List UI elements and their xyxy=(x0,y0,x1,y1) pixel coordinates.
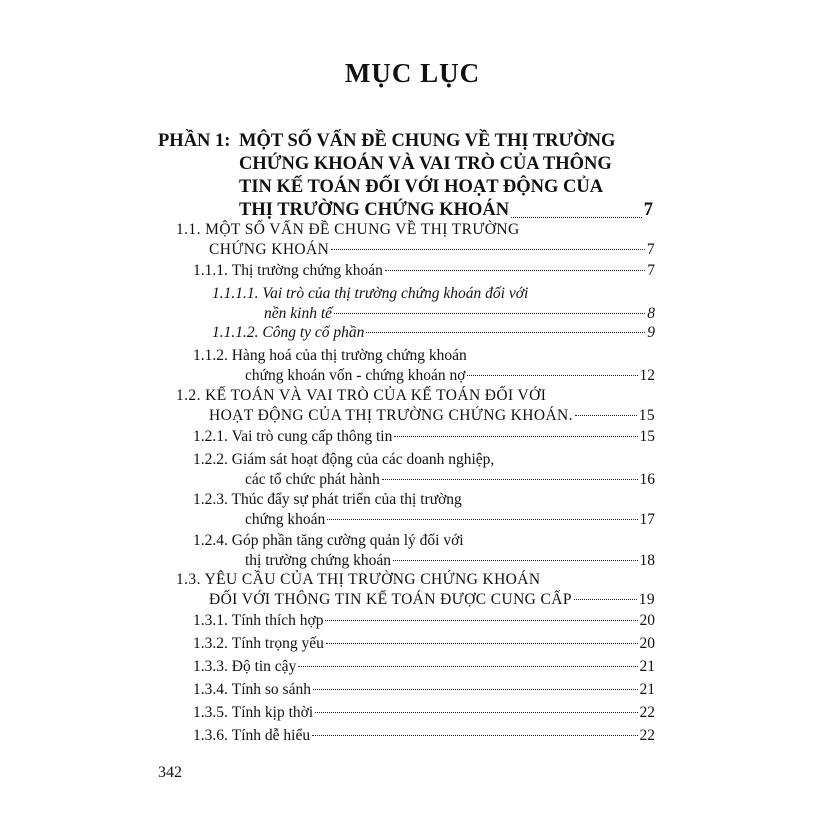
dot-leader xyxy=(394,436,637,437)
entry-title: YÊU CẦU CỦA THỊ TRƯỜNG CHỨNG KHOÁN xyxy=(204,571,541,588)
page-number: 7 xyxy=(646,241,655,258)
entry-number: 1.3.6. xyxy=(193,727,228,744)
page-number: 22 xyxy=(639,704,655,721)
page-number: 15 xyxy=(639,428,655,445)
dot-leader xyxy=(313,689,638,690)
part-title-line: THỊ TRƯỜNG CHỨNG KHOÁN xyxy=(239,200,510,220)
entry-number: 1.3.5. xyxy=(193,704,228,721)
dot-leader xyxy=(574,599,637,600)
toc-entry[interactable] xyxy=(193,657,655,677)
entry-number: 1.1.1.2. xyxy=(212,324,259,341)
entry-title: Tính kịp thời xyxy=(231,704,314,721)
entry-title: các tổ chức phát hành xyxy=(245,471,380,488)
page-number: 7 xyxy=(643,200,653,220)
entry-title: Công ty cổ phần xyxy=(262,324,365,341)
entry-title: HOẠT ĐỘNG CỦA THỊ TRƯỜNG CHỨNG KHOÁN. xyxy=(209,407,573,424)
page-number: 19 xyxy=(638,591,655,608)
page-number: 16 xyxy=(639,471,655,488)
entry-title: Tính thích hợp xyxy=(231,612,324,629)
page-folio: 342 xyxy=(158,764,182,781)
toc-entry[interactable] xyxy=(193,680,655,700)
entry-number: 1.2.3. xyxy=(193,491,228,508)
entry-title: chứng khoán xyxy=(245,511,326,528)
page-number: 18 xyxy=(639,552,655,569)
toc-entry[interactable] xyxy=(193,346,655,386)
dot-leader xyxy=(331,249,645,250)
entry-number: 1.3.3. xyxy=(193,658,228,675)
page-number: 20 xyxy=(639,635,655,652)
entry-number: 1.2.2. xyxy=(193,451,228,468)
dot-leader xyxy=(312,735,637,736)
page-number: 12 xyxy=(639,367,655,384)
dot-leader xyxy=(326,643,638,644)
entry-number: 1.1.1.1. xyxy=(212,285,259,302)
toc-entry[interactable] xyxy=(193,531,655,571)
entry-title: Thị trường chứng khoán xyxy=(231,262,383,279)
toc-entry[interactable] xyxy=(176,386,655,426)
dot-leader xyxy=(385,270,645,271)
entry-title: Hàng hoá của thị trường chứng khoán xyxy=(231,347,467,364)
entry-number: 1.3.2. xyxy=(193,635,228,652)
toc-entry[interactable] xyxy=(193,261,655,281)
entry-title: Giám sát hoạt động của các doanh nghiệp, xyxy=(231,451,495,468)
dot-leader xyxy=(511,195,642,218)
entry-number: 1.2.1. xyxy=(193,428,228,445)
part-title-line: TIN KẾ TOÁN ĐỐI VỚI HOẠT ĐỘNG CỦA xyxy=(239,177,604,197)
entry-number: 1.3. xyxy=(176,571,201,588)
entry-title: MỘT SỐ VẤN ĐỀ CHUNG VỀ THỊ TRƯỜNG xyxy=(205,221,520,238)
entry-number: 1.1. xyxy=(176,221,201,238)
dot-leader xyxy=(467,375,637,376)
entry-number: 1.2.4. xyxy=(193,532,228,549)
part-title-line: CHỨNG KHOÁN VÀ VAI TRÒ CỦA THÔNG xyxy=(239,154,612,174)
toc-entry[interactable] xyxy=(193,490,655,530)
toc-entry[interactable] xyxy=(193,703,655,723)
entry-title: KẾ TOÁN VÀ VAI TRÒ CỦA KẾ TOÁN ĐỐI VỚI xyxy=(205,387,547,404)
entry-title: Độ tin cậy xyxy=(231,658,297,675)
entry-title: thị trường chứng khoán xyxy=(245,552,391,569)
entry-number: 1.2. xyxy=(176,387,201,404)
dot-leader xyxy=(382,479,638,480)
entry-title: Vai trò cung cấp thông tin xyxy=(231,428,393,445)
page-number: 21 xyxy=(639,681,655,698)
page-number: 22 xyxy=(639,727,655,744)
dot-leader xyxy=(393,560,638,561)
toc-entry[interactable] xyxy=(193,634,655,654)
entry-title: Tính so sánh xyxy=(231,681,311,698)
part-title-line: MỘT SỐ VẤN ĐỀ CHUNG VỀ THỊ TRƯỜNG xyxy=(239,131,616,151)
entry-title: Tính dễ hiểu xyxy=(231,727,311,744)
part-prefix: PHẦN 1: xyxy=(158,131,231,151)
page-number: 15 xyxy=(638,407,655,424)
toc-entry[interactable] xyxy=(212,284,655,324)
entry-number: 1.1.1. xyxy=(193,262,228,279)
dot-leader xyxy=(325,620,637,621)
dot-leader xyxy=(327,519,637,520)
page-number: 7 xyxy=(647,262,655,279)
toc-entry[interactable] xyxy=(193,726,655,746)
page-title: MỤC LỤC xyxy=(344,58,481,88)
page-number: 17 xyxy=(639,511,655,528)
entry-title: Góp phần tăng cường quản lý đối với xyxy=(231,532,464,549)
toc-entry[interactable] xyxy=(193,611,655,631)
page-number: 8 xyxy=(647,305,655,322)
toc-entry[interactable] xyxy=(193,450,655,490)
entry-title: Thúc đẩy sự phát triển của thị trường xyxy=(231,491,462,508)
toc-entry[interactable] xyxy=(212,323,655,343)
entry-number: 1.3.1. xyxy=(193,612,228,629)
toc-entry[interactable] xyxy=(176,570,655,610)
page-number: 20 xyxy=(639,612,655,629)
dot-leader xyxy=(575,415,637,416)
entry-number: 1.3.4. xyxy=(193,681,228,698)
entry-title: Tính trọng yếu xyxy=(231,635,324,652)
entry-title: chứng khoán vốn - chứng khoán nợ xyxy=(245,367,466,384)
dot-leader xyxy=(366,332,645,333)
entry-title: ĐỐI VỚI THÔNG TIN KẾ TOÁN ĐƯỢC CUNG CẤP xyxy=(209,591,572,608)
entry-title: nền kinh tế xyxy=(264,305,333,322)
toc-entry[interactable] xyxy=(193,427,655,447)
toc-part-1[interactable] xyxy=(158,130,653,222)
entry-title: CHỨNG KHOÁN xyxy=(209,241,330,258)
toc-entry[interactable] xyxy=(176,220,655,260)
entry-title: Vai trò của thị trường chứng khoán đối với xyxy=(262,285,529,302)
dot-leader xyxy=(298,666,637,667)
dot-leader xyxy=(334,313,645,314)
page-number: 9 xyxy=(647,324,655,341)
entry-number: 1.1.2. xyxy=(193,347,228,364)
page-number: 21 xyxy=(639,658,655,675)
dot-leader xyxy=(315,712,637,713)
